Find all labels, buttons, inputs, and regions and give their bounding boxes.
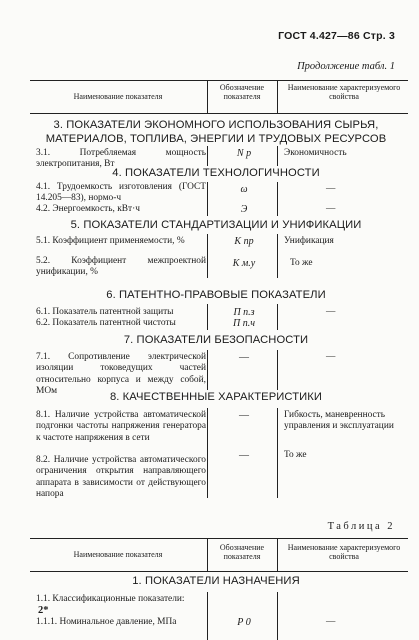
row-divider	[207, 234, 208, 278]
section-title: 6. ПАТЕНТНО-ПРАВОВЫЕ ПОКАЗАТЕЛИ	[106, 289, 326, 301]
row-divider	[277, 350, 278, 390]
indicator-symbol: N р	[236, 148, 252, 159]
indicator-name: 7.1. Сопротивление электрической изоляции токоведущих частей относительно корпуса и между собой, МОм	[36, 352, 206, 397]
table1-col-name: Наименование показателя	[73, 92, 163, 101]
section-title: 1. ПОКАЗАТЕЛИ НАЗНАЧЕНИЯ	[132, 575, 300, 587]
table2-col-property: Наименование характеризуемого свойства	[287, 543, 401, 562]
page-mark: 2*	[38, 605, 49, 616]
table1-col-property: Наименование характеризуемого свойства	[287, 83, 401, 102]
table1-top-rule	[30, 80, 408, 81]
table2-title: Таблица 2	[327, 521, 395, 532]
section-title: 4. ПОКАЗАТЕЛИ ТЕХНОЛОГИЧНОСТИ	[112, 167, 320, 179]
indicator-property: —	[326, 352, 336, 362]
section-title: 7. ПОКАЗАТЕЛИ БЕЗОПАСНОСТИ	[123, 334, 309, 346]
indicator-property: —	[326, 184, 336, 194]
indicator-symbol: П п.з	[233, 307, 255, 318]
table2-header-rule	[30, 571, 408, 572]
row-divider	[207, 182, 208, 216]
table1-header-rule	[30, 113, 408, 114]
indicator-property: То же	[290, 258, 313, 268]
indicator-property: Экономичность	[284, 148, 347, 158]
row-divider	[277, 304, 278, 330]
page-header-code: ГОСТ 4.427—86 Стр. 3	[278, 30, 395, 42]
row-divider	[207, 350, 208, 390]
section-title: 5. ПОКАЗАТЕЛИ СТАНДАРТИЗАЦИИ И УНИФИКАЦИИ	[70, 219, 362, 231]
table2-top-rule	[30, 538, 408, 539]
indicator-property: Гибкость, маневренность управления и эксплуатации	[284, 410, 394, 432]
indicator-name: 4.2. Энергоемкость, кВт·ч	[36, 204, 140, 214]
section-title: 8. КАЧЕСТВЕННЫЕ ХАРАКТЕРИСТИКИ	[109, 391, 323, 403]
row-divider	[207, 592, 208, 640]
indicator-symbol: ω	[240, 184, 248, 195]
indicator-symbol: К пр	[234, 236, 254, 247]
indicator-name: 6.2. Показатель патентной чистоты	[36, 318, 176, 328]
table1-col-divider-2	[277, 80, 278, 113]
indicator-property: —	[326, 617, 336, 627]
indicator-property: То же	[284, 450, 307, 460]
indicator-name: 8.1. Наличие устройства автоматической подгонки частоты напряжения генератора к частоте напряжения в сети	[36, 410, 206, 443]
section-title: 3. ПОКАЗАТЕЛИ ЭКОНОМНОГО ИСПОЛЬЗОВАНИЯ СЫРЬЯ, МАТЕРИАЛОВ, ТОПЛИВА, ЭНЕРГИИ И ТРУДОВЫХ РЕСУРСОВ	[45, 119, 387, 145]
row-divider	[277, 408, 278, 498]
indicator-property: —	[326, 307, 336, 317]
table1-col-divider-1	[207, 80, 208, 113]
indicator-symbol: Э	[240, 204, 248, 215]
row-divider	[207, 304, 208, 330]
indicator-name: 1.1.1. Номинальное давление, МПа	[36, 617, 177, 627]
row-divider	[277, 182, 278, 216]
table2-col-name: Наименование показателя	[73, 550, 163, 559]
indicator-name: 5.2. Коэффициент межпроектной унификации, %	[36, 256, 206, 278]
indicator-name: 8.2. Наличие устройства автоматического ограничения открытия направляющего аппарата в зависимости от действующего напора	[36, 455, 206, 500]
table1-col-symbol: Обозначение показателя	[219, 83, 265, 102]
indicator-symbol: —	[239, 410, 249, 421]
indicator-symbol: P 0	[237, 617, 251, 628]
table2-col-symbol: Обозначение показателя	[219, 543, 265, 562]
indicator-symbol: К м.у	[232, 258, 256, 269]
indicator-name: 1.1. Классификационные показатели:	[36, 594, 185, 604]
indicator-name: 6.1. Показатель патентной защиты	[36, 307, 174, 317]
indicator-symbol: —	[239, 352, 249, 363]
indicator-symbol: П п.ч	[233, 318, 255, 329]
row-divider	[207, 146, 208, 166]
indicator-symbol: —	[239, 450, 249, 461]
indicator-name: 5.1. Коэффициент применяемости, %	[36, 236, 185, 246]
row-divider	[277, 234, 278, 278]
indicator-name: 3.1. Потребляемая мощность электропитания, Вт	[36, 148, 206, 170]
indicator-property: —	[326, 204, 336, 214]
table2-col-divider-1	[207, 538, 208, 571]
table2-col-divider-2	[277, 538, 278, 571]
row-divider	[207, 408, 208, 498]
row-divider	[277, 592, 278, 640]
indicator-name: 4.1. Трудоемкость изготовления (ГОСТ 14.205—83), нормо-ч	[36, 182, 206, 204]
table-continuation-label: Продолжение табл. 1	[297, 61, 395, 72]
row-divider	[277, 146, 278, 166]
indicator-property: Унификация	[284, 236, 334, 246]
